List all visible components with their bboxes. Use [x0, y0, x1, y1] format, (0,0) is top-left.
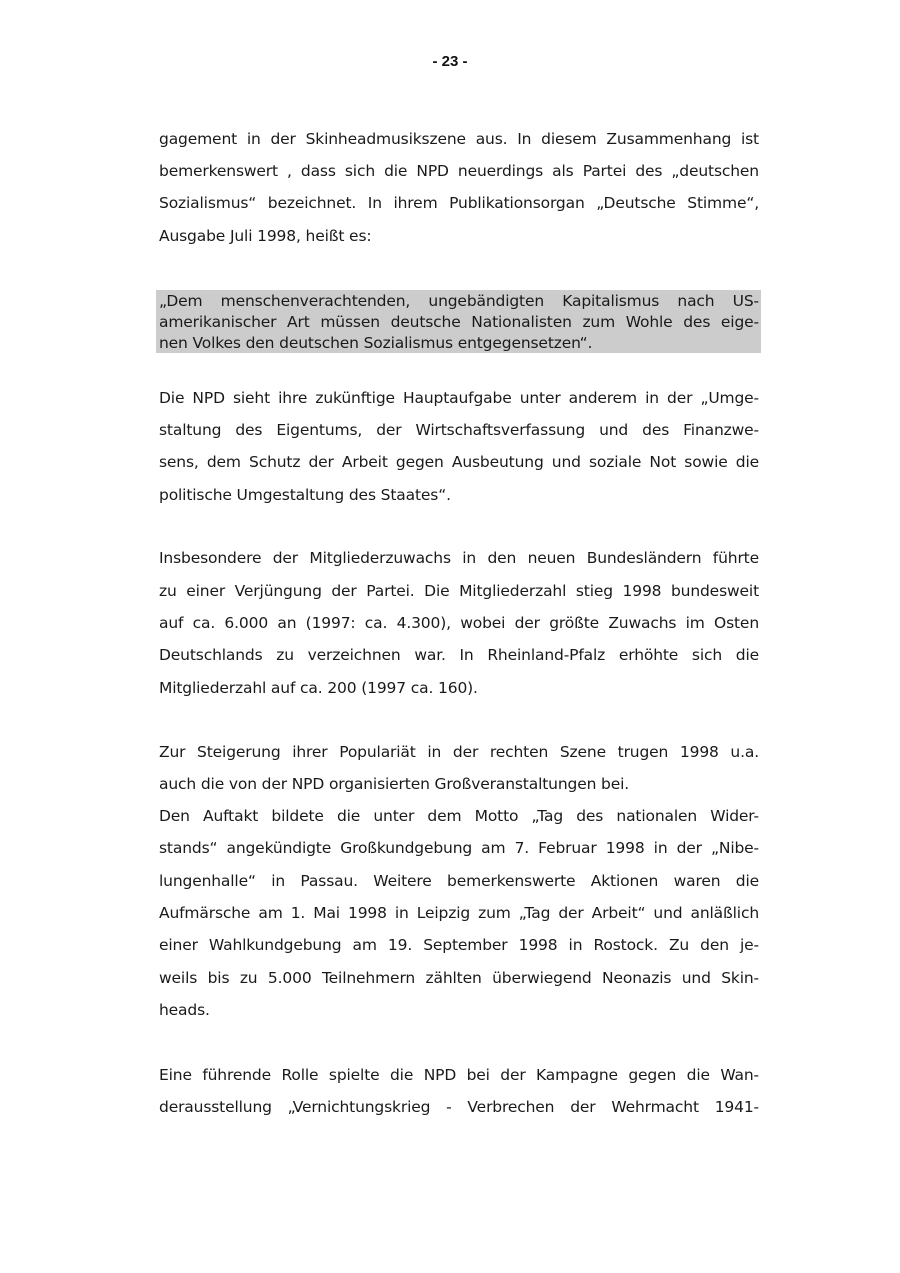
text-line: zu einer Verjüngung der Partei. Die Mitgliederzahl stieg 1998 bundesweit — [159, 582, 759, 600]
quote-line: amerikanischer Art müssen deutsche Nationalisten zum Wohle des eige- — [159, 313, 759, 331]
text-line: lungenhalle“ in Passau. Weitere bemerkenswerte Aktionen waren die — [159, 872, 759, 890]
text-line: weils bis zu 5.000 Teilnehmern zählten überwiegend Neonazis und Skin- — [159, 969, 759, 987]
text-line: Mitgliederzahl auf ca. 200 (1997 ca. 160). — [159, 679, 478, 697]
text-line: derausstellung „Vernichtungskrieg - Verbrechen der Wehrmacht 1941- — [159, 1098, 759, 1116]
text-line: Aufmärsche am 1. Mai 1998 in Leipzig zum „Tag der Arbeit“ und anläßlich — [159, 904, 759, 922]
text-line: auf ca. 6.000 an (1997: ca. 4.300), wobei der größte Zuwachs im Osten — [159, 614, 759, 632]
text-line: sens, dem Schutz der Arbeit gegen Ausbeutung und soziale Not sowie die — [159, 453, 759, 471]
text-line: Den Auftakt bildete die unter dem Motto „Tag des nationalen Wider- — [159, 807, 759, 825]
text-line: Deutschlands zu verzeichnen war. In Rheinland-Pfalz erhöhte sich die — [159, 646, 759, 664]
quote-line: „Dem menschenverachtenden, ungebändigten Kapitalismus nach US- — [159, 292, 759, 310]
text-line: Sozialismus“ bezeichnet. In ihrem Publikationsorgan „Deutsche Stimme“, — [159, 194, 759, 212]
text-line: Insbesondere der Mitgliederzuwachs in den neuen Bundesländern führte — [159, 549, 759, 567]
quote-line: nen Volkes den deutschen Sozialismus entgegensetzen“. — [159, 334, 593, 352]
text-line: bemerkenswert , dass sich die NPD neuerdings als Partei des „deutschen — [159, 162, 759, 180]
page-number: - 23 - — [432, 53, 468, 70]
text-line: auch die von der NPD organisierten Großveranstaltungen bei. — [159, 775, 630, 793]
text-line: politische Umgestaltung des Staates“. — [159, 486, 451, 504]
text-line: Eine führende Rolle spielte die NPD bei der Kampagne gegen die Wan- — [159, 1066, 759, 1084]
text-line: einer Wahlkundgebung am 19. September 1998 in Rostock. Zu den je- — [159, 936, 759, 954]
text-line: heads. — [159, 1001, 210, 1019]
text-line: Zur Steigerung ihrer Populariät in der rechten Szene trugen 1998 u.a. — [159, 743, 759, 761]
text-line: gagement in der Skinheadmusikszene aus. In diesem Zusammenhang ist — [159, 130, 759, 148]
text-line: stands“ angekündigte Großkundgebung am 7. Februar 1998 in der „Nibe- — [159, 839, 759, 857]
text-line: Die NPD sieht ihre zukünftige Hauptaufgabe unter anderem in der „Umge- — [159, 389, 759, 407]
text-line: staltung des Eigentums, der Wirtschaftsverfassung und des Finanzwe- — [159, 421, 759, 439]
text-line: Ausgabe Juli 1998, heißt es: — [159, 227, 372, 245]
